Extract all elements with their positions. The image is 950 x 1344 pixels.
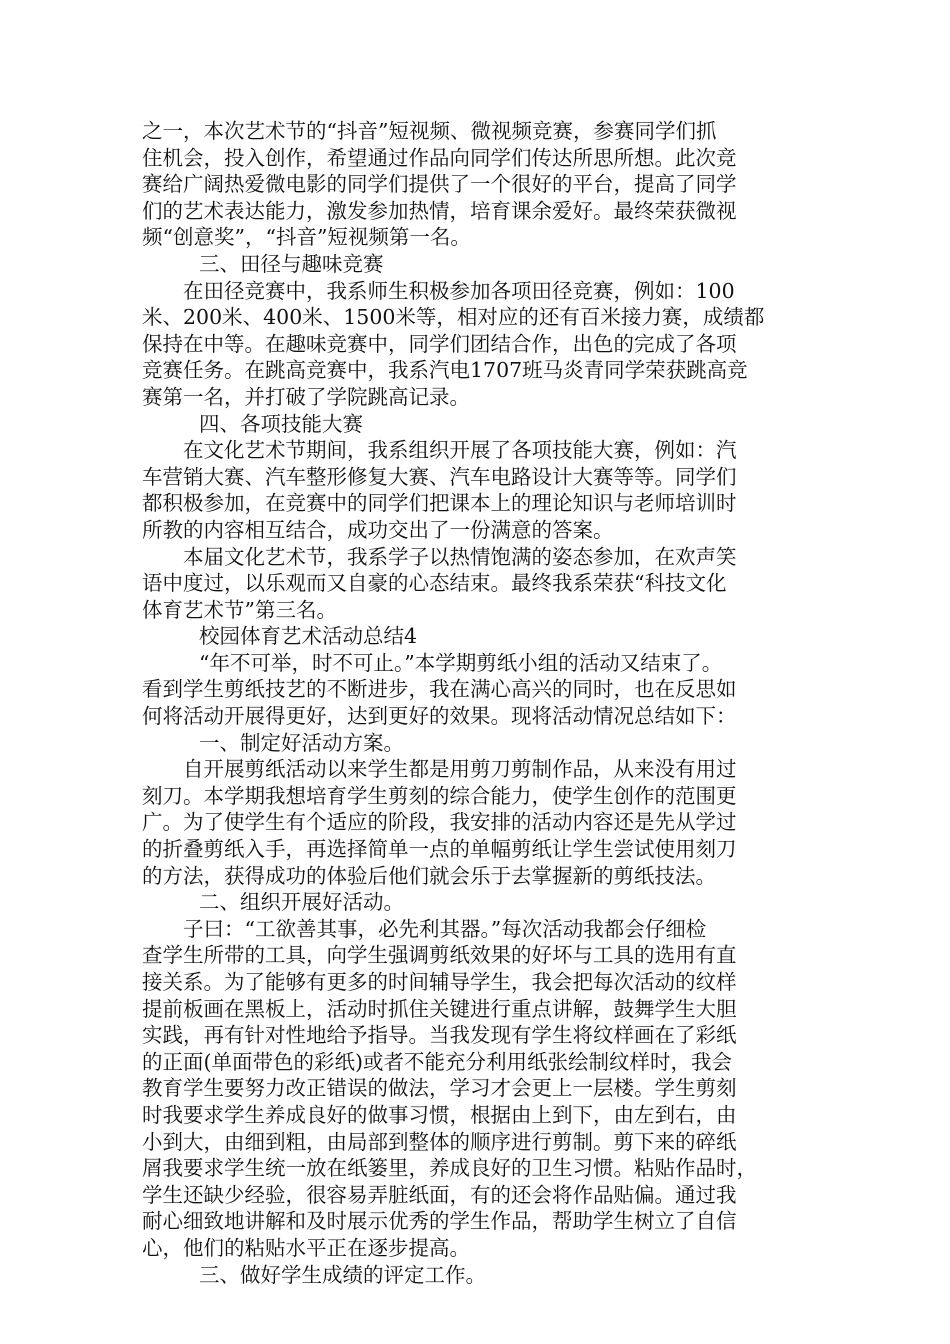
- paragraph-line: 教育学生要努力改正错误的做法，学习才会更上一层楼。学生剪刻: [142, 1076, 737, 1101]
- paragraph-line: 刻刀。本学期我想培育学生剪刻的综合能力，使学生创作的范围更: [142, 783, 737, 808]
- paragraph-line: 住机会，投入创作，希望通过作品向同学们传达所思所想。此次竞: [142, 145, 737, 170]
- paragraph-line: 赛给广阔热爱微电影的同学们提供了一个很好的平台，提高了同学: [142, 172, 737, 197]
- paragraph-line: 体育艺术节”第三名。: [142, 597, 337, 622]
- paragraph-line: 自开展剪纸活动以来学生都是用剪刀剪制作品，从来没有用过: [183, 757, 737, 782]
- paragraph-line: 的折叠剪纸入手，再选择简单一点的单幅剪纸让学生尝试使用刻刀: [142, 837, 737, 862]
- paragraph-line: 频“创意奖”，“抖音”短视频第一名。: [142, 225, 471, 250]
- section-heading-line: 四、各项技能大赛: [199, 411, 363, 436]
- paragraph-line: 的方法，获得成功的体验后他们就会乐于去掌握新的剪纸技法。: [142, 863, 716, 888]
- paragraph-line: 何将活动开展得更好，达到更好的效果。现将活动情况总结如下：: [142, 704, 737, 729]
- paragraph-line: 小到大，由细到粗，由局部到整体的顺序进行剪制。剪下来的碎纸: [142, 1129, 737, 1154]
- paragraph-line: 耐心细致地讲解和及时展示优秀的学生作品，帮助学生树立了自信: [142, 1209, 737, 1234]
- paragraph-line: 学生还缺少经验，很容易弄脏纸面，有的还会将作品贴偏。通过我: [142, 1182, 737, 1207]
- paragraph-line: 赛第一名，并打破了学院跳高记录。: [142, 384, 470, 409]
- section-heading-line: 二、组织开展好活动。: [199, 890, 404, 915]
- paragraph-line: 时我要求学生养成良好的做事习惯，根据由上到下，由左到右，由: [142, 1102, 737, 1127]
- paragraph-line: 本届文化艺术节，我系学子以热情饱满的姿态参加，在欢声笑: [183, 544, 737, 569]
- paragraph-line: 广。为了使学生有个适应的阶段，我安排的活动内容还是先从学过: [142, 810, 737, 835]
- paragraph-line: 在文化艺术节期间，我系组织开展了各项技能大赛，例如：汽: [183, 438, 737, 463]
- paragraph-line: 提前板画在黑板上，活动时抓住关键进行重点讲解，鼓舞学生大胆: [142, 996, 737, 1021]
- section-heading-line: 一、制定好活动方案。: [199, 730, 404, 755]
- paragraph-line: 竞赛任务。在跳高竞赛中，我系汽电1707班马炎青同学荣获跳高竞: [142, 358, 748, 383]
- paragraph-line: 屑我要求学生统一放在纸篓里，养成良好的卫生习惯。粘贴作品时，: [142, 1156, 757, 1181]
- paragraph-line: 看到学生剪纸技艺的不断进步，我在满心高兴的同时，也在反思如: [142, 677, 737, 702]
- paragraph-line: 实践，再有针对性地给予指导。当我发现有学生将纹样画在了彩纸: [142, 1023, 737, 1048]
- paragraph-line: 所教的内容相互结合，成功交出了一份满意的答案。: [142, 517, 614, 542]
- section-heading-line: 三、田径与趣味竞赛: [199, 251, 384, 276]
- paragraph-line: 保持在中等。在趣味竞赛中，同学们团结合作，出色的完成了各项: [142, 331, 737, 356]
- paragraph-line: 子曰：“工欲善其事，必先利其器。”每次活动我都会仔细检: [183, 916, 707, 941]
- paragraph-line: 查学生所带的工具，向学生强调剪纸效果的好坏与工具的选用有直: [142, 943, 737, 968]
- section-heading-line: 三、做好学生成绩的评定工作。: [199, 1262, 486, 1287]
- paragraph-line: 都积极参加，在竞赛中的同学们把课本上的理论知识与老师培训时: [142, 491, 737, 516]
- paragraph-line: 的正面(单面带色的彩纸)或者不能充分利用纸张绘制纹样时，我会: [142, 1049, 732, 1074]
- paragraph-line: 米、200米、400米、1500米等，相对应的还有百米接力赛，成绩都: [142, 305, 765, 330]
- paragraph-line: 语中度过，以乐观而又自豪的心态结束。最终我系荣获“科技文化: [142, 571, 727, 596]
- section-heading-line: “年不可举，时不可止。”本学期剪纸小组的活动又结束了。: [199, 650, 723, 675]
- document-page: [142, 118, 822, 1288]
- paragraph-line: 心，他们的粘贴水平正在逐步提高。: [142, 1235, 470, 1260]
- paragraph-line: 车营销大赛、汽车整形修复大赛、汽车电路设计大赛等等。同学们: [142, 464, 737, 489]
- paragraph-line: 们的艺术表达能力，激发参加热情，培育课余爱好。最终荣获微视: [142, 198, 737, 223]
- section-heading-line: 校园体育艺术活动总结4: [199, 624, 418, 649]
- paragraph-line: 接关系。为了能够有更多的时间辅导学生，我会把每次活动的纹样: [142, 970, 737, 994]
- paragraph-line: 在田径竞赛中，我系师生积极参加各项田径竞赛，例如：100: [183, 278, 735, 303]
- paragraph-line: 之一，本次艺术节的“抖音”短视频、微视频竞赛，参赛同学们抓: [142, 119, 717, 143]
